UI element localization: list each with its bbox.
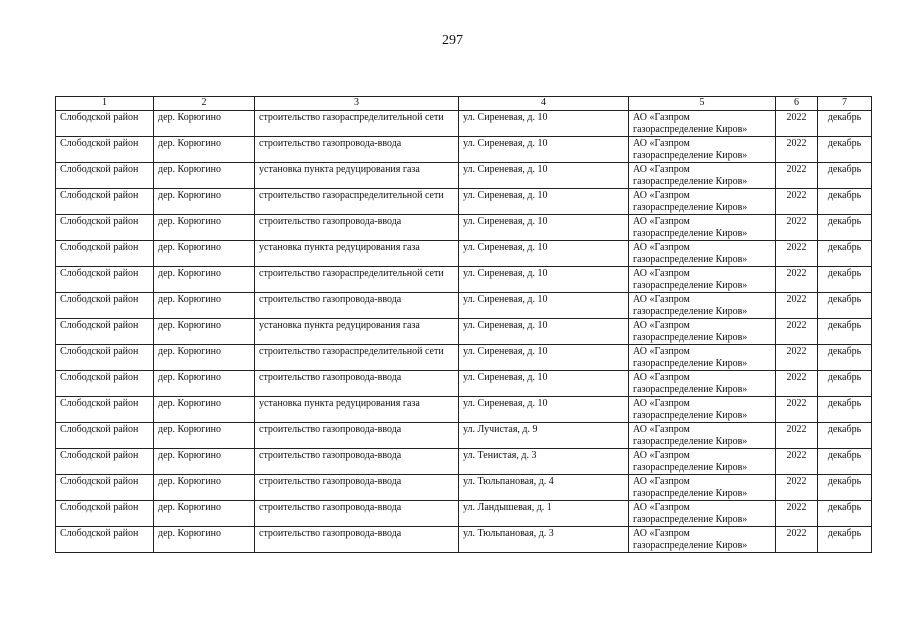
address-cell: ул. Лучистая, д. 9 (459, 423, 629, 449)
table-row (56, 527, 872, 553)
district-cell: Слободской район (56, 111, 154, 137)
organization-cell: АО «Газпром газораспределение Киров» (629, 423, 776, 449)
work-type-cell: строительство газораспределительной сети (255, 345, 459, 371)
year-cell: 2022 (776, 163, 818, 189)
district-cell: Слободской район (56, 163, 154, 189)
year-cell: 2022 (776, 345, 818, 371)
organization-cell: АО «Газпром газораспределение Киров» (629, 163, 776, 189)
address-cell: ул. Сиреневая, д. 10 (459, 163, 629, 189)
table-row (56, 163, 872, 189)
month-cell: декабрь (818, 345, 872, 371)
table-row (56, 345, 872, 371)
district-cell: Слободской район (56, 475, 154, 501)
locality-cell: дер. Корюгино (154, 189, 255, 215)
month-cell: декабрь (818, 163, 872, 189)
district-cell: Слободской район (56, 397, 154, 423)
year-cell: 2022 (776, 189, 818, 215)
year-cell: 2022 (776, 215, 818, 241)
district-cell: Слободской район (56, 241, 154, 267)
district-cell: Слободской район (56, 215, 154, 241)
year-cell: 2022 (776, 137, 818, 163)
organization-cell: АО «Газпром газораспределение Киров» (629, 215, 776, 241)
year-cell: 2022 (776, 241, 818, 267)
work-type-cell: строительство газораспределительной сети (255, 189, 459, 215)
address-cell: ул. Сиреневая, д. 10 (459, 293, 629, 319)
organization-cell: АО «Газпром газораспределение Киров» (629, 267, 776, 293)
organization-cell: АО «Газпром газораспределение Киров» (629, 293, 776, 319)
table-row (56, 189, 872, 215)
year-cell: 2022 (776, 371, 818, 397)
table-row (56, 293, 872, 319)
district-cell: Слободской район (56, 527, 154, 553)
table-row (56, 449, 872, 475)
month-cell: декабрь (818, 371, 872, 397)
work-type-cell: строительство газораспределительной сети (255, 267, 459, 293)
organization-cell: АО «Газпром газораспределение Киров» (629, 189, 776, 215)
work-type-cell: строительство газопровода-ввода (255, 475, 459, 501)
address-cell: ул. Тенистая, д. 3 (459, 449, 629, 475)
address-cell: ул. Сиреневая, д. 10 (459, 137, 629, 163)
organization-cell: АО «Газпром газораспределение Киров» (629, 319, 776, 345)
district-cell: Слободской район (56, 449, 154, 475)
month-cell: декабрь (818, 397, 872, 423)
organization-cell: АО «Газпром газораспределение Киров» (629, 449, 776, 475)
address-cell: ул. Сиреневая, д. 10 (459, 267, 629, 293)
district-cell: Слободской район (56, 423, 154, 449)
locality-cell: дер. Корюгино (154, 345, 255, 371)
address-cell: ул. Сиреневая, д. 10 (459, 371, 629, 397)
month-cell: декабрь (818, 241, 872, 267)
address-cell: ул. Сиреневая, д. 10 (459, 397, 629, 423)
year-cell: 2022 (776, 475, 818, 501)
month-cell: декабрь (818, 527, 872, 553)
table-row (56, 475, 872, 501)
month-cell: декабрь (818, 319, 872, 345)
table-row (56, 423, 872, 449)
locality-cell: дер. Корюгино (154, 319, 255, 345)
district-cell: Слободской район (56, 319, 154, 345)
table-row (56, 215, 872, 241)
locality-cell: дер. Корюгино (154, 111, 255, 137)
table-row (56, 137, 872, 163)
month-cell: декабрь (818, 293, 872, 319)
address-cell: ул. Сиреневая, д. 10 (459, 345, 629, 371)
month-cell: декабрь (818, 449, 872, 475)
organization-cell: АО «Газпром газораспределение Киров» (629, 397, 776, 423)
table-header (56, 97, 872, 111)
locality-cell: дер. Корюгино (154, 215, 255, 241)
locality-cell: дер. Корюгино (154, 423, 255, 449)
work-type-cell: установка пункта редуцирования газа (255, 241, 459, 267)
table-row (56, 111, 872, 137)
year-cell: 2022 (776, 423, 818, 449)
month-cell: декабрь (818, 137, 872, 163)
address-cell: ул. Ландышевая, д. 1 (459, 501, 629, 527)
district-cell: Слободской район (56, 137, 154, 163)
locality-cell: дер. Корюгино (154, 449, 255, 475)
organization-cell: АО «Газпром газораспределение Киров» (629, 111, 776, 137)
column-number: 6 (776, 97, 818, 111)
work-type-cell: строительство газопровода-ввода (255, 501, 459, 527)
year-cell: 2022 (776, 111, 818, 137)
header-row (56, 97, 872, 111)
column-number: 2 (154, 97, 255, 111)
work-type-cell: строительство газопровода-ввода (255, 293, 459, 319)
table-row (56, 501, 872, 527)
column-number: 3 (255, 97, 459, 111)
month-cell: декабрь (818, 111, 872, 137)
district-cell: Слободской район (56, 345, 154, 371)
address-cell: ул. Сиреневая, д. 10 (459, 319, 629, 345)
table-row (56, 241, 872, 267)
year-cell: 2022 (776, 449, 818, 475)
month-cell: декабрь (818, 215, 872, 241)
column-number: 1 (56, 97, 154, 111)
locality-cell: дер. Корюгино (154, 267, 255, 293)
address-cell: ул. Сиреневая, д. 10 (459, 189, 629, 215)
year-cell: 2022 (776, 319, 818, 345)
work-type-cell: строительство газопровода-ввода (255, 371, 459, 397)
month-cell: декабрь (818, 501, 872, 527)
column-number: 5 (629, 97, 776, 111)
month-cell: декабрь (818, 267, 872, 293)
work-type-cell: строительство газопровода-ввода (255, 215, 459, 241)
organization-cell: АО «Газпром газораспределение Киров» (629, 371, 776, 397)
work-type-cell: установка пункта редуцирования газа (255, 397, 459, 423)
organization-cell: АО «Газпром газораспределение Киров» (629, 241, 776, 267)
address-cell: ул. Тюльпановая, д. 4 (459, 475, 629, 501)
work-type-cell: строительство газопровода-ввода (255, 449, 459, 475)
locality-cell: дер. Корюгино (154, 137, 255, 163)
locality-cell: дер. Корюгино (154, 397, 255, 423)
table-row (56, 397, 872, 423)
work-type-cell: установка пункта редуцирования газа (255, 163, 459, 189)
year-cell: 2022 (776, 527, 818, 553)
district-cell: Слободской район (56, 189, 154, 215)
work-type-cell: установка пункта редуцирования газа (255, 319, 459, 345)
year-cell: 2022 (776, 293, 818, 319)
table-row (56, 267, 872, 293)
address-cell: ул. Тюльпановая, д. 3 (459, 527, 629, 553)
table-body (56, 111, 872, 553)
district-cell: Слободской район (56, 267, 154, 293)
address-cell: ул. Сиреневая, д. 10 (459, 111, 629, 137)
column-number: 7 (818, 97, 872, 111)
district-cell: Слободской район (56, 293, 154, 319)
work-type-cell: строительство газопровода-ввода (255, 137, 459, 163)
year-cell: 2022 (776, 397, 818, 423)
year-cell: 2022 (776, 501, 818, 527)
work-type-cell: строительство газопровода-ввода (255, 527, 459, 553)
page-number: 297 (442, 33, 463, 48)
work-type-cell: строительство газораспределительной сети (255, 111, 459, 137)
month-cell: декабрь (818, 423, 872, 449)
organization-cell: АО «Газпром газораспределение Киров» (629, 475, 776, 501)
organization-cell: АО «Газпром газораспределение Киров» (629, 501, 776, 527)
locality-cell: дер. Корюгино (154, 163, 255, 189)
locality-cell: дер. Корюгино (154, 501, 255, 527)
address-cell: ул. Сиреневая, д. 10 (459, 215, 629, 241)
register-table (55, 96, 872, 553)
district-cell: Слободской район (56, 371, 154, 397)
address-cell: ул. Сиреневая, д. 10 (459, 241, 629, 267)
district-cell: Слободской район (56, 501, 154, 527)
table-row (56, 371, 872, 397)
table-row (56, 319, 872, 345)
locality-cell: дер. Корюгино (154, 241, 255, 267)
locality-cell: дер. Корюгино (154, 371, 255, 397)
locality-cell: дер. Корюгино (154, 475, 255, 501)
organization-cell: АО «Газпром газораспределение Киров» (629, 137, 776, 163)
work-type-cell: строительство газопровода-ввода (255, 423, 459, 449)
locality-cell: дер. Корюгино (154, 293, 255, 319)
organization-cell: АО «Газпром газораспределение Киров» (629, 345, 776, 371)
month-cell: декабрь (818, 475, 872, 501)
column-number: 4 (459, 97, 629, 111)
organization-cell: АО «Газпром газораспределение Киров» (629, 527, 776, 553)
locality-cell: дер. Корюгино (154, 527, 255, 553)
year-cell: 2022 (776, 267, 818, 293)
month-cell: декабрь (818, 189, 872, 215)
